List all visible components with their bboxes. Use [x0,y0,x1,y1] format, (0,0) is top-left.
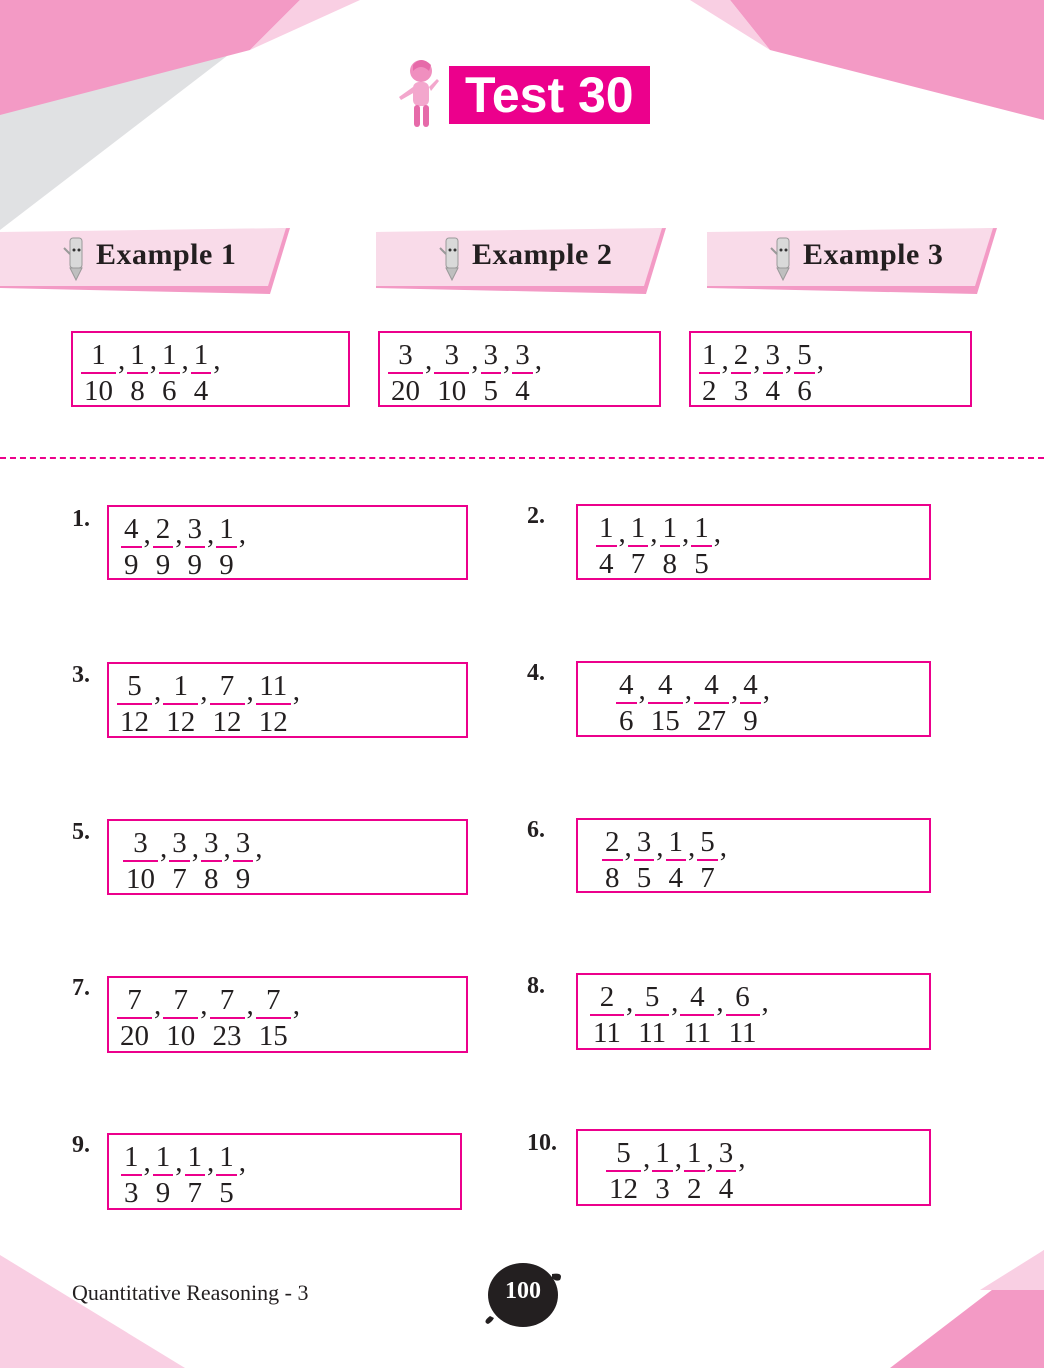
question-1-answer-box[interactable] [107,505,468,580]
question-number: 7. [72,975,90,1001]
fraction: $\frac{1}{7}$ [628,512,649,580]
fraction: $\frac{3}{4}$ [716,1137,737,1205]
page-title: Test 30 [449,66,650,124]
example-3-tab [707,228,997,294]
fraction: $\frac{7}{12}$ [210,670,245,738]
fraction-sequence: $\frac{3}{10}$ , $\frac{3}{7}$ , $\frac{3}{8}$ , $\frac{3}{9}$ , [123,827,265,895]
fraction: $\frac{5}{6}$ [794,339,815,407]
question-8-answer-box[interactable] [576,973,931,1050]
question-number: 5. [72,819,90,845]
fraction: $\frac{4}{27}$ [694,669,729,737]
fraction: $\frac{1}{5}$ [691,512,712,580]
fraction: $\frac{7}{15}$ [256,984,291,1052]
fraction-sequence: $\frac{5}{12}$ , $\frac{1}{3}$ , $\frac{1}{2}$ , $\frac{3}{4}$ , [606,1137,748,1205]
question-number: 1. [72,506,90,532]
footer-book-title: Quantitative Reasoning - 3 [72,1280,309,1305]
fraction: $\frac{1}{6}$ [159,339,180,407]
page-number: 100 [505,1278,541,1304]
example-3-box [689,331,972,407]
question-7-answer-box[interactable] [107,976,468,1053]
fraction: $\frac{1}{4}$ [191,339,212,407]
fraction: $\frac{1}{2}$ [699,339,720,407]
question-3-answer-box[interactable] [107,662,468,738]
fraction: $\frac{3}{4}$ [763,339,784,407]
fraction: $\frac{7}{10}$ [163,984,198,1052]
question-9-answer-box[interactable] [107,1133,462,1210]
fraction: $\frac{7}{20}$ [117,984,152,1052]
fraction: $\frac{4}{11}$ [680,981,714,1049]
fraction: $\frac{1}{8}$ [127,339,148,407]
question-2-answer-box[interactable] [576,504,931,580]
question-5-answer-box[interactable] [107,819,468,895]
fraction: $\frac{1}{3}$ [652,1137,673,1205]
fraction: $\frac{7}{23}$ [210,984,245,1052]
fraction: $\frac{1}{7}$ [185,1141,206,1209]
question-number: 2. [527,503,545,529]
question-number: 3. [72,662,90,688]
fraction: $\frac{3}{20}$ [388,339,423,407]
fraction: $\frac{1}{3}$ [121,1141,142,1209]
fraction-sequence: $\frac{1}{10}$ , $\frac{1}{8}$ , $\frac{1}{6}$ , $\frac{1}{4}$ , [81,339,223,407]
example-label: Example 3 [803,238,944,271]
fraction: $\frac{3}{5}$ [634,826,655,894]
fraction-sequence: $\frac{1}{3}$ , $\frac{1}{9}$ , $\frac{1}{7}$ , $\frac{1}{5}$ , [121,1141,248,1209]
fraction-sequence: $\frac{2}{11}$ , $\frac{5}{11}$ , $\frac{4}{11}$ , $\frac{6}{11}$ , [590,981,771,1049]
question-4-answer-box[interactable] [576,661,931,737]
fraction: $\frac{2}{8}$ [602,826,623,894]
fraction: $\frac{3}{4}$ [512,339,533,407]
question-number: 10. [527,1130,557,1156]
fraction: $\frac{2}{11}$ [590,981,624,1049]
fraction-sequence: $\frac{1}{2}$ , $\frac{2}{3}$ , $\frac{3}{4}$ , $\frac{5}{6}$ , [699,339,826,407]
example-1-box [71,331,350,407]
fraction: $\frac{1}{4}$ [666,826,687,894]
fraction-sequence: $\frac{4}{6}$ , $\frac{4}{15}$ , $\frac{4}{27}$ , $\frac{4}{9}$ , [616,669,772,737]
fraction: $\frac{3}{10}$ [434,339,469,407]
question-number: 6. [527,817,545,843]
fraction: $\frac{4}{9}$ [121,513,142,581]
dashed-divider [0,457,1044,459]
example-2-box [378,331,661,407]
question-10-answer-box[interactable] [576,1129,931,1206]
example-label: Example 2 [472,238,613,271]
fraction: $\frac{2}{3}$ [731,339,752,407]
fraction-sequence: $\frac{7}{20}$ , $\frac{7}{10}$ , $\frac{7}{23}$ , $\frac{7}{15}$ , [117,984,302,1052]
fraction: $\frac{1}{10}$ [81,339,116,407]
fraction: $\frac{11}{12}$ [256,670,291,738]
fraction: $\frac{1}{9}$ [216,513,237,581]
question-6-answer-box[interactable] [576,818,931,893]
fraction: $\frac{3}{8}$ [201,827,222,895]
fraction: $\frac{3}{10}$ [123,827,158,895]
question-number: 8. [527,973,545,999]
example-label: Example 1 [96,238,237,271]
fraction: $\frac{3}{5}$ [481,339,502,407]
page-header [395,55,650,135]
fraction: $\frac{5}{12}$ [606,1137,641,1205]
mascot-figure-icon [395,57,443,133]
fraction: $\frac{4}{15}$ [648,669,683,737]
pencil-character-icon [769,236,797,282]
fraction: $\frac{1}{2}$ [684,1137,705,1205]
fraction: $\frac{5}{7}$ [697,826,718,894]
fraction-sequence: $\frac{3}{20}$ , $\frac{3}{10}$ , $\frac{3}{5}$ , $\frac{3}{4}$ , [388,339,544,407]
fraction: $\frac{1}{8}$ [660,512,681,580]
example-2-tab [376,228,666,294]
pencil-character-icon [438,236,466,282]
fraction: $\frac{1}{5}$ [216,1141,237,1209]
fraction-sequence: $\frac{5}{12}$ , $\frac{1}{12}$ , $\frac{7}{12}$ , $\frac{11}{12}$ , [117,670,302,738]
fraction: $\frac{2}{9}$ [153,513,174,581]
fraction: $\frac{3}{9}$ [233,827,254,895]
fraction: $\frac{3}{7}$ [169,827,190,895]
fraction: $\frac{4}{9}$ [740,669,761,737]
fraction-sequence: $\frac{4}{9}$ , $\frac{2}{9}$ , $\frac{3}{9}$ , $\frac{1}{9}$ , [121,513,248,581]
fraction: $\frac{5}{11}$ [635,981,669,1049]
question-number: 4. [527,660,545,686]
page-number-badge [480,1262,566,1328]
question-number: 9. [72,1132,90,1158]
pencil-character-icon [62,236,90,282]
fraction-sequence: $\frac{1}{4}$ , $\frac{1}{7}$ , $\frac{1}{8}$ , $\frac{1}{5}$ , [596,512,723,580]
example-1-tab [0,228,290,294]
fraction: $\frac{3}{9}$ [185,513,206,581]
fraction: $\frac{1}{12}$ [163,670,198,738]
fraction-sequence: $\frac{2}{8}$ , $\frac{3}{5}$ , $\frac{1}{4}$ , $\frac{5}{7}$ , [602,826,729,894]
fraction: $\frac{5}{12}$ [117,670,152,738]
fraction: $\frac{1}{4}$ [596,512,617,580]
fraction: $\frac{1}{9}$ [153,1141,174,1209]
fraction: $\frac{4}{6}$ [616,669,637,737]
fraction: $\frac{6}{11}$ [726,981,760,1049]
